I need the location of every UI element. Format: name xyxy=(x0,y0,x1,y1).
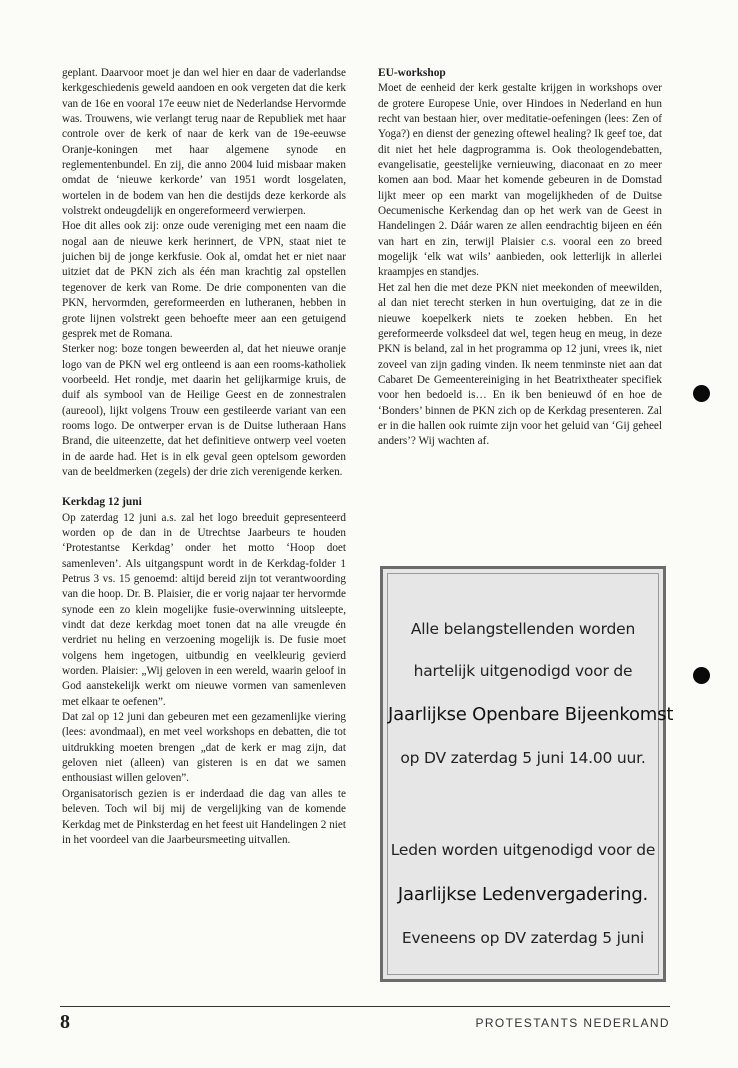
article-paragraph: Moet de eenheid der kerk gestalte krijgen in workshops over de grotere Europese Unie, over Hindoes in Nederland en hun recht van bestaan hier, over meditatie-oefeningen (lees: Zen of Yoga?) en dienst der genezing oftewel healing? Ik geef toe, dat dit niet het hele dagprogramma is. Ook theologendebatten, evangelisatie, geestelijke vernieuwing, diaconaat en zo meer komen aan bod. Maar het komende gebeuren in de Domstad lijkt meer op een markt van mogelijkheden of de Duitse Oecumenische Kerkendag dan op het werk van de Geest in Handelingen 2. Dáár waren ze allen eendrachtig bijeen en één van hart en zin, terwijl Plaisier c.s. vooral een zo breed mogelijk ‘elk wat wils’ aanbieden, ook letterlijk in allerlei kraampjes en standjes. xyxy=(378,82,662,279)
section-heading-kerkdag: Kerkdag 12 juni xyxy=(62,496,142,509)
notice-frame xyxy=(387,573,674,975)
article-column-left xyxy=(62,66,346,848)
notice-line: Eveneens op DV zaterdag 5 juni xyxy=(401,929,645,947)
article-paragraph: Op zaterdag 12 juni a.s. zal het logo breeduit gepresenteerd worden op de dan in de Utrechtse Jaarbeurs te houden ‘Protestantse Kerkdag’ onder het motto ‘Hoop doet samenleven’. Als uitgangspunt wordt in de Kerkdag-folder 1 Petrus 3 vs. 15 genoemd: altijd bereid zijn tot verantwoording van die hoop. Dr. B. Plaisier, die er vorig najaar ter hervormde synode een zo klein mogelijke fusie-overwinning uitsleepte, vindt dat deze kerkdag moet tonen dat na alle vreugde én verdriet nu heling en verzoening mogelijk is. De fusie moet volgens hem ingetogen, uitbundig en veelkleurig gevierd worden. Plaisier: „Wij geloven in een wereld, waarin geloof in God aanstekelijk werkt om nieuwe vormen van samenleven met elkaar te oefenen”. xyxy=(62,511,346,708)
notice-line: Alle belangstellenden worden xyxy=(410,620,636,638)
punch-hole-mark xyxy=(693,385,710,402)
article-paragraph: Hoe dit alles ook zij: onze oude vereniging met een naam die nogal aan de nieuwe kerk herinnert, de VPN, staat niet te juichen bij de jonge kerkfusie. Ook al, omdat het er niet naar uitziet dat de PKN zich als één man krachtig zal opstellen tegenover de kerk van Rome. De drie componenten van die PKN, hervormden, gereformeerden en lutheranen, hebben in grote lijnen volstrekt geen behoefte meer aan een getuigend gesprek met de Romana. xyxy=(62,220,346,340)
article-paragraph: Sterker nog: boze tongen beweerden al, dat het nieuwe oranje logo van de PKN wel erg ontleend is aan een rooms-katholiek voorbeeld. Het rondje, met daarin het gelijkarmige kruis, de duif als symbool van de Heilige Geest en de zonnestralen (aureool), lijkt volgens Trouw een gestileerde variant van een rooms logo. De ontwerper ervan is de Duitse lutheraan Hans Brand, die uiteenzette, dat het definitieve ontwerp veel voeten in de aarde had. Het is in elk geval geen optelsom geworden van de beeldmerken (zegels) der drie zich verenigende kerken. xyxy=(62,343,346,478)
article-paragraph: geplant. Daarvoor moet je dan wel hier en daar de vaderlandse kerkgeschiedenis geweld aandoen en ook vergeten dat die kerk van de 16e en vooral 17e eeuw niet de Nederlandse Hervormde was. Trouwens, wie verlangt terug naar de Republiek met haar controle over de kerk of naar de kerk van de 19e-eeuwse Oranje-koningen met haar algemene synode en reglementenbundel. En zij, die anno 2004 luid misbaar maken omdat de ‘nieuwe kerkorde’ van 1951 wordt losgelaten, wortelen in de bodem van hen die destijds deze kerkorde als volstrekt ondeugdelijk en ongereformeerd verwierpen. xyxy=(62,67,346,218)
notice-line: hartelijk uitgenodigd voor de xyxy=(413,662,633,680)
meeting-notice-box xyxy=(380,566,674,982)
article-paragraph: Het zal hen die met deze PKN niet meekonden of meewilden, al dan niet terecht sterken in hun overtuiging, dat ze in die nieuwe koepelkerk niets te zoeken hebben. En het gereformeerde volksdeel dat wel, tegen heug en meug, in deze PKN is beland, zal in het programma op 12 juni, vrees ik, niet zoveel van zijn gading vinden. Ik neem tenminste niet aan dat Cabaret De Gemeentereiniging in het Beatrixtheater specifiek voor hen bedoeld is… En ik ben benieuwd óf en hoe de ‘Bonders’ binnen de PKN zich op de Kerkdag presenteren. Zal er in die hallen ook ruimte zijn voor het geluid van ‘Gij geheel anders’? Wij wachten af. xyxy=(378,281,662,448)
punch-hole-mark xyxy=(693,667,710,684)
footer-rule xyxy=(60,1006,670,1007)
article-paragraph: Dat zal op 12 juni dan gebeuren met een gezamenlijke viering (lees: avondmaal), en met veel workshops en debatten, die tot uitdrukking moeten brengen „dat de kerk er mag zijn, dat geloven niet (alleen) van gisteren is en dat we samen enthousiast willen geloven”. xyxy=(62,711,346,785)
notice-headline: Jaarlijkse Openbare Bijeenkomst xyxy=(388,704,674,725)
article-paragraph: Organisatorisch gezien is er inderdaad die dag van alles te beleven. Toch wil bij mij de vergelijking van de komende Kerkdag met de Pinksterdag en het feest uit Handelingen 2 niet in het voordeel van die Jaarbeursmeeting uitvallen. xyxy=(62,787,346,846)
notice-line: Leden worden uitgenodigd voor de xyxy=(390,841,656,859)
notice-headline: Jaarlijkse Ledenvergadering. xyxy=(397,884,649,905)
section-heading-eu-workshop: EU-workshop xyxy=(378,67,446,79)
article-column-right xyxy=(378,66,662,450)
notice-line: op DV zaterdag 5 juni 14.00 uur. xyxy=(400,749,646,767)
publication-name: PROTESTANTS NEDERLAND xyxy=(475,1016,670,1030)
page-number: 8 xyxy=(60,1011,70,1033)
